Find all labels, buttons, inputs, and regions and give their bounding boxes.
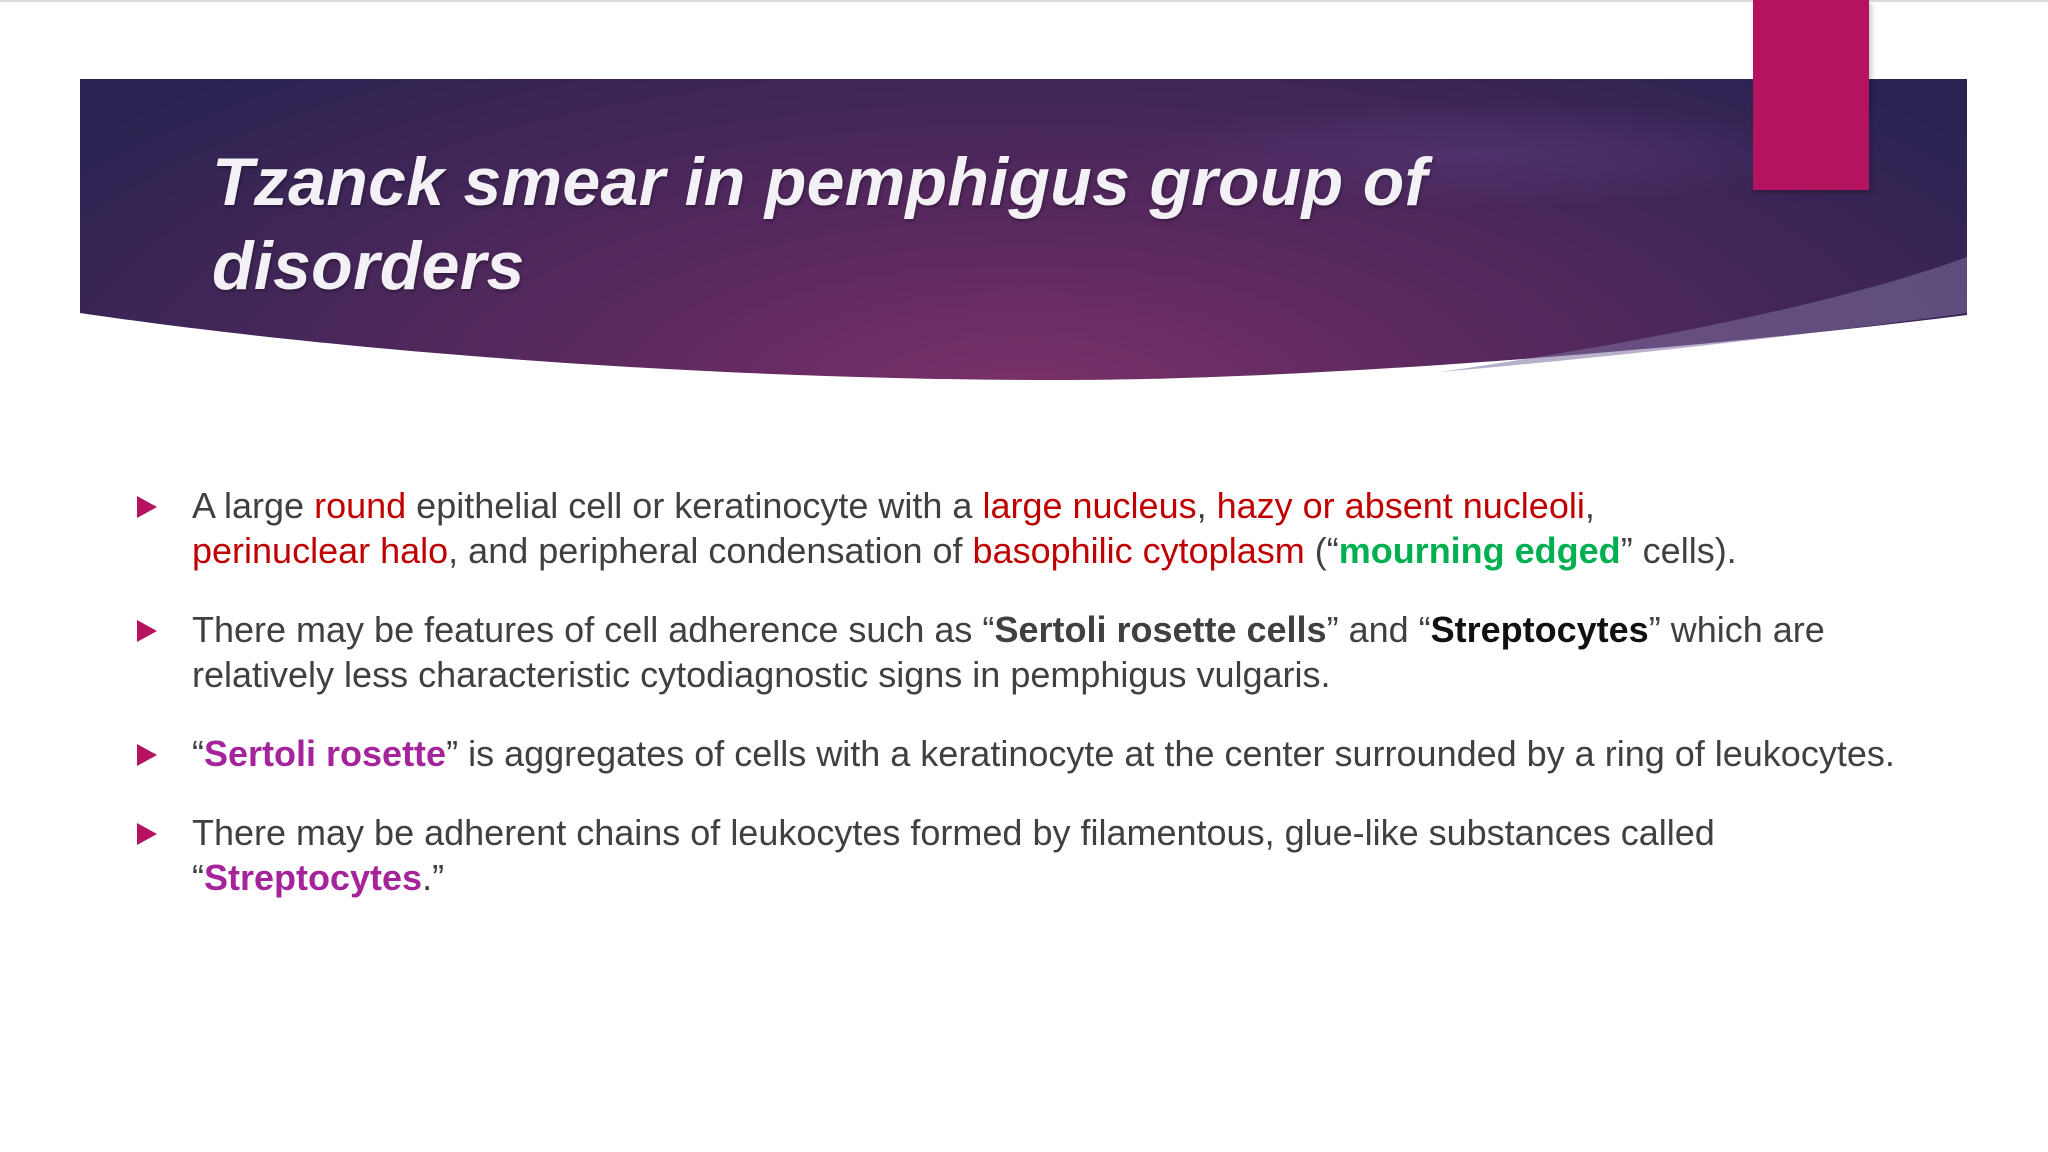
bullet-arrow-icon xyxy=(137,823,157,845)
bullet-text: A large round epithelial cell or keratinocyte with a large nucleus, hazy or absent nucleoli, perinuclear halo, and peripheral condensation of basophilic cytoplasm (“mourning edged” cells). xyxy=(192,485,1737,571)
bullet-arrow-icon xyxy=(137,744,157,766)
bullet-item xyxy=(137,483,1897,573)
highlight-term: perinuclear halo xyxy=(192,530,449,571)
highlight-term: Sertoli rosette xyxy=(204,733,447,774)
highlight-term: Streptocytes xyxy=(204,857,423,898)
highlight-term: hazy or absent nucleoli xyxy=(1216,485,1585,526)
bullet-list xyxy=(137,483,1897,934)
bold-term: Streptocytes xyxy=(1430,609,1649,650)
bullet-item xyxy=(137,607,1897,697)
bullet-text: There may be adherent chains of leukocytes formed by filamentous, glue-like substances called “Streptocytes.” xyxy=(192,812,1715,898)
bullet-arrow-icon xyxy=(137,496,157,518)
bullet-item xyxy=(137,731,1897,776)
slide-title: Tzanck smear in pemphigus group of disorders xyxy=(212,144,1428,304)
bullet-text: There may be features of cell adherence such as “Sertoli rosette cells” and “Streptocytes” which are relatively less characteristic cytodiagnostic signs in pemphigus vulgaris. xyxy=(192,609,1825,695)
highlight-term: round xyxy=(314,485,407,526)
highlight-term: basophilic cytoplasm xyxy=(972,530,1305,571)
accent-tab xyxy=(1753,0,1869,190)
bullet-text: “Sertoli rosette” is aggregates of cells with a keratinocyte at the center surrounded by a ring of leukocytes. xyxy=(192,733,1895,774)
bullet-item xyxy=(137,810,1897,900)
bullet-arrow-icon xyxy=(137,620,157,642)
highlight-term: mourning edged xyxy=(1338,530,1621,571)
highlight-term: large nucleus xyxy=(982,485,1197,526)
bold-term: Sertoli rosette cells xyxy=(994,609,1327,650)
